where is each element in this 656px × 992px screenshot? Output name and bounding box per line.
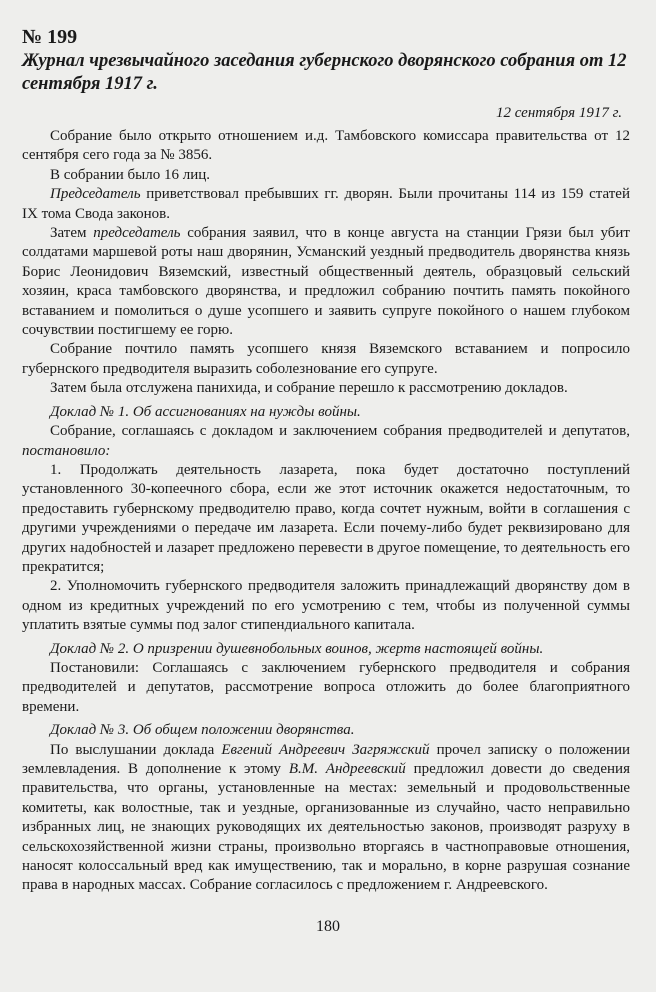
paragraph-text: предложил довести до сведения правительства, что органы, установленные на местах: земельный и продовольственные комитеты, как волостные, так и уездные, организованные из случайно, часто неправильно избранных лиц, не знающих руководящих их деятельностью законов, производят разруху в сельскохозяйственной жизни страны, произвольно вторгаясь в частноправовые отношения, наносят колоссальный вред как имуществению, так и морально, в корне разрушая сознание права в народных массах. Собрание согласилось с предложением г. Андреевского. bbox=[22, 761, 630, 894]
speaker-name: председатель bbox=[93, 225, 181, 242]
document-number: № 199 bbox=[22, 26, 78, 48]
page-number: 180 bbox=[316, 918, 340, 935]
paragraph-memorial: Собрание почтило память усопшего князя Вяземского вставанием и попросило губернского предводителя выразить соболезнование его супруге. bbox=[22, 341, 630, 377]
paragraph-text: По выслушании доклада bbox=[50, 741, 222, 758]
speaker-name: Председатель bbox=[50, 186, 141, 203]
paragraph-resolution-2: Постановили: Соглашаясь с заключением губернского предводителя и собрания предводителей и депутатов, рассмотрение вопроса отложить до более благоприятного времени. bbox=[22, 659, 630, 715]
document-title: Журнал чрезвычайного заседания губернского дворянского собрания от 12 сентября 1917 г. bbox=[22, 51, 627, 94]
paragraph-report-3 bbox=[22, 741, 630, 896]
resolution-item-1: 1. Продолжать деятельность лазарета, пока будет достаточно поступлений установленного 30-копеечного сбора, если же этот источник окажется недостаточным, то предоставить губернскому предводителю право, когда сочтет нужным, войти в соглашения с другими учреждениями о передаче им лазарета. Если почему-либо будет реквизировано для других надобностей и лазарет предложено перевести в другое помещение, то деятельность его прекратится; bbox=[22, 461, 630, 575]
paragraph-attendance: В собрании было 16 лиц. bbox=[50, 166, 211, 183]
resolution-item-2: 2. Уполномочить губернского предводителя заложить принадлежащий дворянству дом в одном из кредитных учреждений по его усмотрению с тем, чтобы из полученной суммы уплатить взятые суммы под залог стипендиального капитала. bbox=[22, 578, 630, 634]
paragraph-opening: Собрание было открыто отношением и.д. Тамбовского комиссара правительства от 12 сентября сего года за № 3856. bbox=[22, 128, 630, 164]
paragraph-resolution-intro bbox=[22, 422, 630, 461]
report-3-heading: Доклад № 3. Об общем положении дворянства. bbox=[50, 722, 355, 739]
paragraph-text: Собрание, соглашаясь с докладом и заключением собрания предводителей и депутатов, bbox=[50, 423, 630, 440]
report-2-heading: Доклад № 2. О призрении душевнобольных воинов, жертв настоящей войны. bbox=[50, 640, 544, 657]
paragraph-panikhida: Затем была отслужена панихида, и собрание перешло к рассмотрению докладов. bbox=[50, 380, 568, 397]
report-1-heading: Доклад № 1. Об ассигнованиях на нужды войны. bbox=[50, 403, 361, 420]
paragraph-text: собрания заявил, что в конце августа на станции Грязи был убит солдатами маршевой роты наш дворянин, Усманский уездный предводитель дворянства князь Борис Леонидович Вяземский, известный общественный деятель, образцовый сельский хозяин, краса тамбовского дворянства, и предложил собранию почтить память покойного вставанием и помолиться о душе усопшего и заявить супруге покойного о нашем глубоком сочувствии постигшему ее горю. bbox=[22, 225, 630, 339]
document-body bbox=[22, 26, 630, 896]
paragraph-text: Затем bbox=[50, 225, 94, 242]
paragraph-greeting bbox=[22, 185, 630, 224]
speaker-name: В.М. Андреевский bbox=[288, 761, 406, 777]
speaker-name: Евгений Андреевич Загряжский bbox=[221, 741, 430, 758]
paragraph-text: прочел записку о положении землевладения. В дополнение к этому bbox=[22, 741, 631, 777]
document-date: 12 сентября 1917 г. bbox=[495, 105, 622, 121]
paragraph-announcement bbox=[22, 224, 630, 340]
paragraph-text: приветствовал пребывших гг. дворян. Были прочитаны 114 из 159 статей IX тома Свода законов. bbox=[22, 186, 630, 222]
resolution-label: постановило: bbox=[22, 442, 111, 459]
